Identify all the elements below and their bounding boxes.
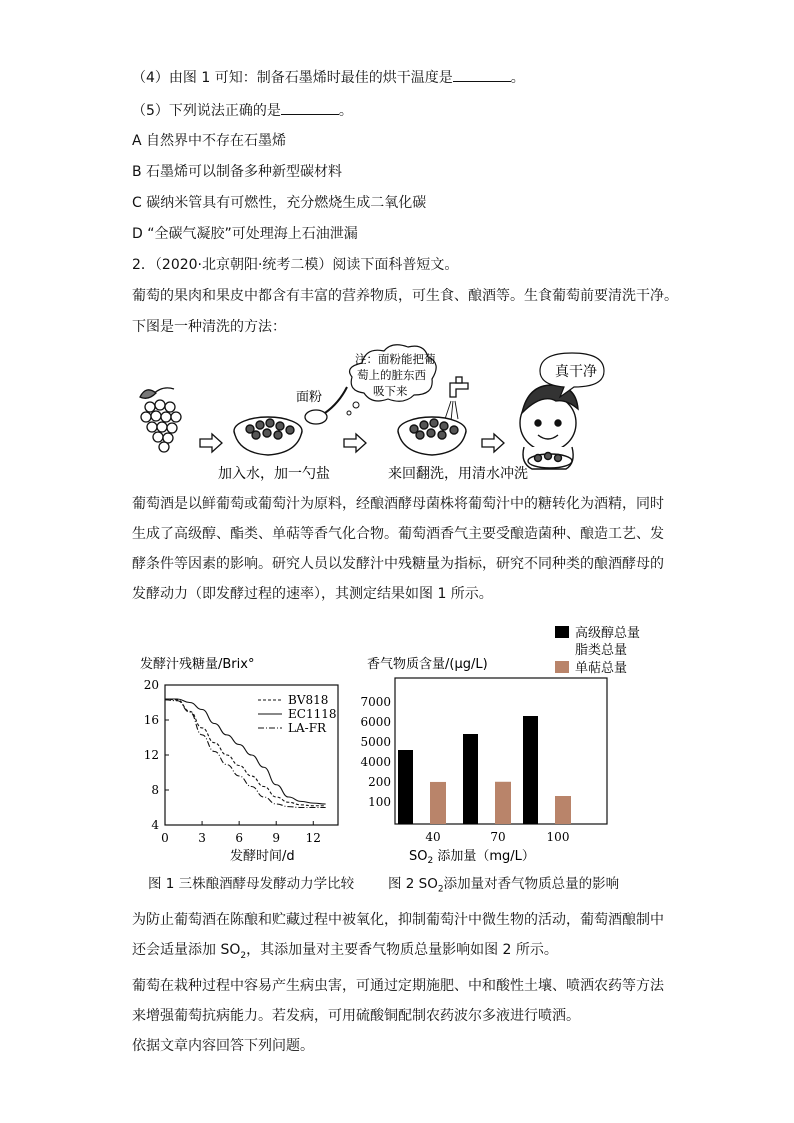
y-tick-label: 12 [143,748,159,762]
note-line-1: 注：面粉能把葡 [355,352,436,366]
text-line: 酵条件等因素的影响。研究人员以发酵汁中残糖量为指标，研究不同种类的酿酒酵母的 [132,556,664,572]
question-4-end: 。 [510,70,525,86]
figure-2-chart [360,620,655,870]
figure-1-caption: 图 1 三株酿酒酵母发酵动力学比较 [148,876,355,892]
clean-label: 真干净 [555,364,597,380]
legend [555,625,640,676]
y-tick-label: 4 [151,818,159,832]
so2-paragraph [132,905,672,1061]
legend-bv818: BV818 [288,693,329,707]
text-line: 依据文章内容回答下列问题。 [132,1037,314,1054]
figure-2-xlabel: $SO_2$ 添加量（mg/L） [409,849,535,866]
figure-1-ylabel: 发酵汁残糖量/Brix° [140,657,255,672]
arrow-right-icon [344,434,366,452]
x-tick-label: 12 [305,831,321,845]
x-tick-label: 70 [490,830,506,844]
y-tick-label: 6000 [360,715,391,729]
answer-blank[interactable] [453,67,511,82]
question-5 [132,100,353,121]
legend-lipids: 脂类总量 [575,643,628,658]
bowl-with-grapes-icon [234,417,302,455]
question-4-text: （4）由图 1 可知：制备石墨烯时最佳的烘干温度是 [132,70,453,86]
x-tick-label: 9 [272,831,281,845]
note-line-3: 吸下来 [373,384,408,398]
step-1-label: 加入水，加一勺盐 [218,466,330,482]
x-tick-label: 3 [198,831,206,845]
figure-2-caption: 图 2 $SO_2$添加量对香气物质总量的影响 [388,876,620,895]
step-2-label: 来回翻洗，用清水冲洗 [388,466,528,482]
intro-line-1: 葡萄的果肉和果皮中都含有丰富的营养物质，可生食、酿酒等。生食葡萄前要清洗干净。 [132,288,678,304]
y-tick-label: 100 [368,795,391,809]
text-line: 生成了高级醇、酯类、单萜等香气化合物。葡萄酒香气主要受酿造菌种、酿造工艺、发 [132,526,664,542]
flour-label: 面粉 [296,390,323,405]
x-tick-label: 100 [546,830,570,844]
legend [258,693,336,735]
answer-blank[interactable] [281,100,339,115]
y-tick-label: 8 [151,783,159,797]
question-4 [132,67,525,88]
text-line: 发酵动力（即发酵过程的速率），其测定结果如图 1 所示。 [132,586,493,602]
bar-higher-alcohols-100 [523,716,538,824]
option-b[interactable]: B 石墨烯可以制备多种新型碳材料 [132,164,343,180]
question-2-header: 2．（2020·北京朝阳·统考二模）阅读下面科普短文。 [132,257,459,273]
note-bubble [347,345,436,415]
figure-2-ylabel: 香气物质含量/(μg/L) [367,657,488,672]
question-5-end: 。 [338,103,353,119]
y-tick-label: 20 [143,678,159,692]
bowl-with-grapes-icon [398,417,466,455]
washing-illustration [130,343,630,485]
legend-swatch-monoterpenes [555,661,569,673]
grape-cluster-icon [140,388,181,452]
bar-monoterpenes-100 [555,796,571,824]
boy-eating-grapes-icon [520,385,578,469]
intro-line-2: 下图是一种清洗的方法： [132,319,286,335]
note-line-2: 萄上的脏东西 [357,368,426,382]
x-tick-label: 40 [425,830,441,844]
option-a[interactable]: A 自然界中不存在石墨烯 [132,133,287,149]
figure-1-xlabel: 发酵时间/d [230,849,295,864]
bar-higher-alcohols-70 [463,734,478,824]
text-line: 为防止葡萄酒在陈酿和贮藏过程中被氧化，抑制葡萄汁中微生物的活动，葡萄酒酿制中 [132,912,664,928]
legend-ec1118: EC1118 [288,707,337,721]
legend-swatch-higher-alcohols [555,626,569,638]
x-tick-label: 0 [161,831,169,845]
text-line: 来增强葡萄抗病能力。若发病，可用硫酸铜配制农药波尔多液进行喷洒。 [132,1007,580,1024]
bar-higher-alcohols-40 [398,750,413,824]
y-tick-label: 200 [368,775,391,789]
y-tick-label: 16 [143,713,159,727]
y-tick-label: 5000 [360,735,391,749]
question-5-text: （5）下列说法正确的是 [132,103,281,119]
figure-1-chart [130,645,355,870]
arrow-right-icon [482,434,504,452]
text-line: 葡萄在栽种过程中容易产生病虫害，可通过定期施肥、中和酸性土壤、喷洒农药等方法 [132,977,664,994]
legend-monoterpenes: 单萜总量 [575,661,628,676]
text-line: 还会适量添加 $SO_2$，其添加量对主要香气物质总量影响如图 2 所示。 [132,942,558,961]
option-d[interactable]: D “全碳气凝胶”可处理海上石油泄漏 [132,226,358,242]
arrow-right-icon [200,434,222,452]
faucet-icon [445,377,468,421]
text-line: 葡萄酒是以鲜葡萄或葡萄汁为原料，经酿酒酵母菌株将葡萄汁中的糖转化为酒精，同时 [132,496,664,512]
bar-monoterpenes-40 [430,782,446,824]
wine-paragraph [132,489,672,609]
legend-la-fr: LA-FR [288,721,327,735]
y-tick-label: 7000 [360,695,391,709]
option-c[interactable]: C 碳纳米管具有可燃性，充分燃烧生成二氧化碳 [132,195,427,211]
y-tick-label: 4000 [360,755,391,769]
bar-monoterpenes-70 [495,782,511,824]
x-tick-label: 6 [235,831,243,845]
legend-higher-alcohols: 高级醇总量 [575,626,641,641]
